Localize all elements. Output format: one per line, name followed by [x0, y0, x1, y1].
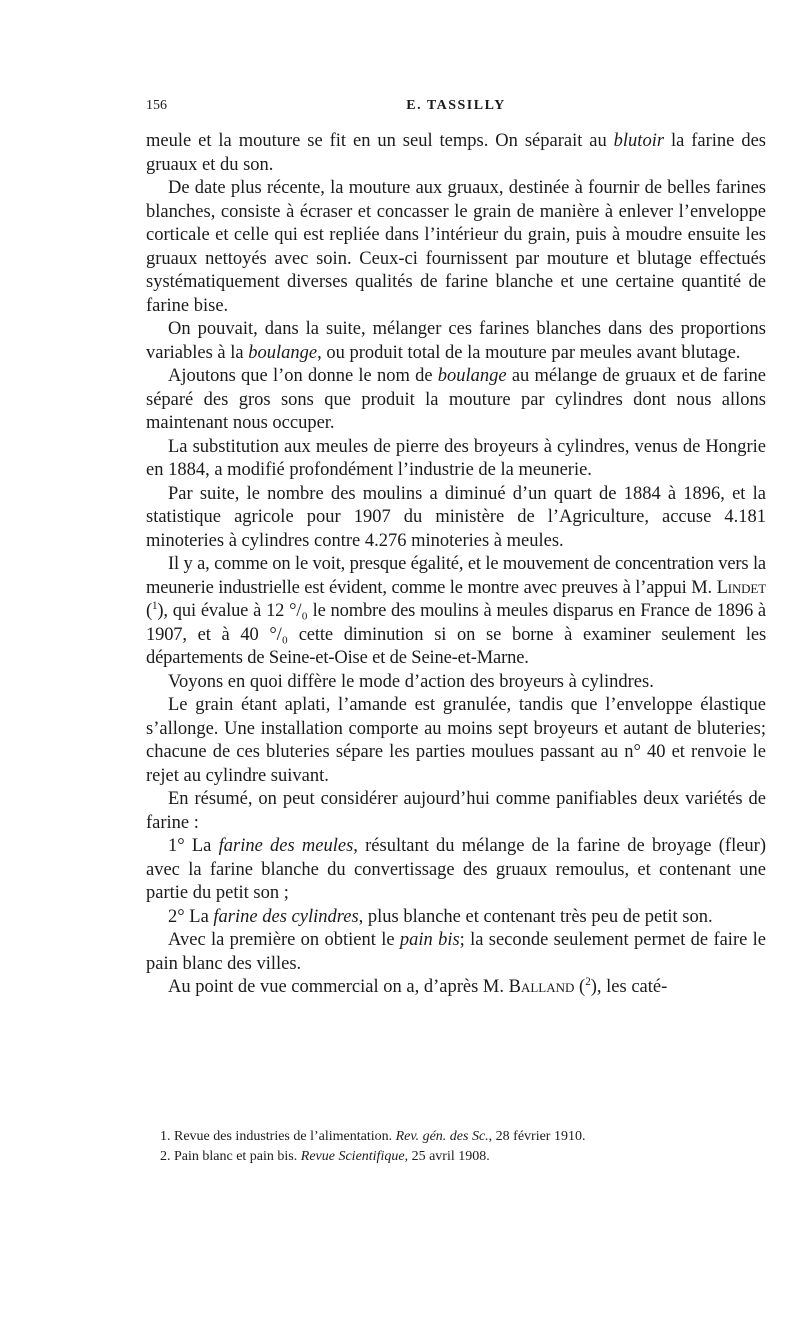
- text-run: Ajoutons que l’on donne le nom de: [168, 366, 438, 386]
- text-run: meule et la mouture se fit en un seul temps. On séparait au: [146, 131, 614, 151]
- text-run: La substitution aux meules de pierre des broyeurs à cylindres, venus de Hongrie en 1884, a modifié profondément l’industrie de la meunerie.: [146, 436, 766, 480]
- smallcaps-text: Balland: [508, 977, 575, 997]
- footnote: [146, 1147, 766, 1167]
- sup-text: 2: [585, 975, 591, 988]
- text-run: Avec la première on obtient le: [168, 930, 400, 950]
- italic-text: farine des meules: [218, 836, 354, 856]
- text-run: , 28 février 1910.: [488, 1129, 586, 1144]
- paragraph: [146, 365, 766, 436]
- paragraph: [146, 694, 766, 788]
- paragraph: [146, 976, 766, 1000]
- paragraph: [146, 906, 766, 930]
- text-run: (: [146, 601, 153, 621]
- text-run: En résumé, on peut considérer aujourd’hui comme panifiables deux variétés de farine :: [146, 789, 766, 833]
- text-run: 1. Revue des industries de l’alimentation.: [160, 1129, 396, 1144]
- running-head: E. TASSILLY: [406, 98, 506, 113]
- page-header: [146, 98, 766, 122]
- text-run: , 25 avril 1908.: [404, 1149, 490, 1164]
- paragraph: [146, 835, 766, 906]
- text-run: (: [574, 977, 586, 997]
- footnote: [146, 1127, 766, 1147]
- text-run: , résultant du mélange de la farine de broyage (fleur) avec la farine blanche du convertissage des gruaux remoulus, et contenant une partie du petit son ;: [146, 836, 766, 903]
- text-run: 2. Pain blanc et pain bis.: [160, 1149, 301, 1164]
- paragraph: [146, 671, 766, 695]
- paragraph: [146, 436, 766, 483]
- text-run: 2° La: [168, 906, 214, 927]
- italic-text: blutoir: [613, 131, 665, 151]
- paragraph: [146, 553, 766, 671]
- sup-text: 1: [152, 599, 158, 612]
- italic-text: boulange: [248, 342, 318, 363]
- text-run: Le grain étant aplati, l’amande est granulée, tandis que l’enveloppe élastique s’allonge. Une installation comporte au moins sept broyeurs et autant de bluteries; chacune de ces bluteries sépare les parties moulues passant au n° 40 et renvoie le rejet au cylindre suivant.: [146, 695, 766, 786]
- text-run: De date plus récente, la mouture aux gruaux, destinée à fournir de belles farines blanches, consiste à écraser et concasser le grain de manière à enlever l’enveloppe corticale et celle qui est repliée dans l’intérieur du grain, puis à moudre ensuite les gruaux nettoyés avec soin. Ceux-ci fournissent par mouture et blutage effectués systématiquement diverses qualités de farine blanche et une certaine quantité de farine bise.: [146, 178, 766, 316]
- text-run: Par suite, le nombre des moulins a diminué d’un quart de 1884 à 1896, et la statistique agricole pour 1907 du ministère de l’Agriculture, accuse 4.181 minoteries à cylindres contre 4.276 minoteries à meules.: [146, 483, 766, 551]
- paragraph: [146, 177, 766, 318]
- italic-text: boulange: [437, 366, 507, 386]
- text-run: On pouvait, dans la suite, mélanger ces farines blanches dans des proportions variables à la: [146, 319, 766, 363]
- text-run: , ou produit total de la mouture par meules avant blutage.: [317, 342, 741, 363]
- smallcaps-text: Lindet: [716, 577, 766, 598]
- italic-text: pain bis: [399, 930, 460, 950]
- footnotes: [146, 1127, 766, 1167]
- body-text: [146, 130, 766, 1000]
- italic-text: farine des cylindres: [213, 906, 359, 927]
- text-run: Il y a, comme on le voit, presque égalité, et le mouvement de concentration vers la meunerie industrielle est évident, comme le montre avec preuves à l’appui M.: [146, 554, 766, 598]
- page-number: 156: [146, 98, 167, 113]
- text-run: ), les caté-: [590, 977, 668, 997]
- paragraph: [146, 788, 766, 835]
- paragraph: [146, 130, 766, 177]
- text-run: au mélange de gruaux et de farine séparé des gros sons que produit la mouture par cylindres dont nous allons maintenant nous occuper.: [146, 366, 766, 433]
- italic-text: Rev. gén. des Sc.: [395, 1129, 489, 1144]
- italic-text: Revue Scientifique: [300, 1149, 405, 1164]
- text-run: 1° La: [168, 836, 219, 856]
- text-run: Au point de vue commercial on a, d’après M.: [168, 977, 509, 997]
- paragraph: [146, 318, 766, 365]
- text-run: ), qui évalue à 12 °/₀ le nombre des moulins à meules disparus en France de 1896 à 1907, et à 40 °/₀ cette diminution si on se borne à examiner seulement les départements de Seine-et-Oise et de Seine-et-Marne.: [146, 601, 766, 668]
- text-run: , plus blanche et contenant très peu de petit son.: [358, 906, 713, 927]
- text-run: la farine des gruaux et du son.: [146, 131, 766, 175]
- paragraph: [146, 929, 766, 976]
- text-run: ; la seconde seulement permet de faire le pain blanc des villes.: [146, 930, 766, 974]
- text-run: Voyons en quoi diffère le mode d’action des broyeurs à cylindres.: [168, 671, 654, 692]
- paragraph: [146, 483, 766, 554]
